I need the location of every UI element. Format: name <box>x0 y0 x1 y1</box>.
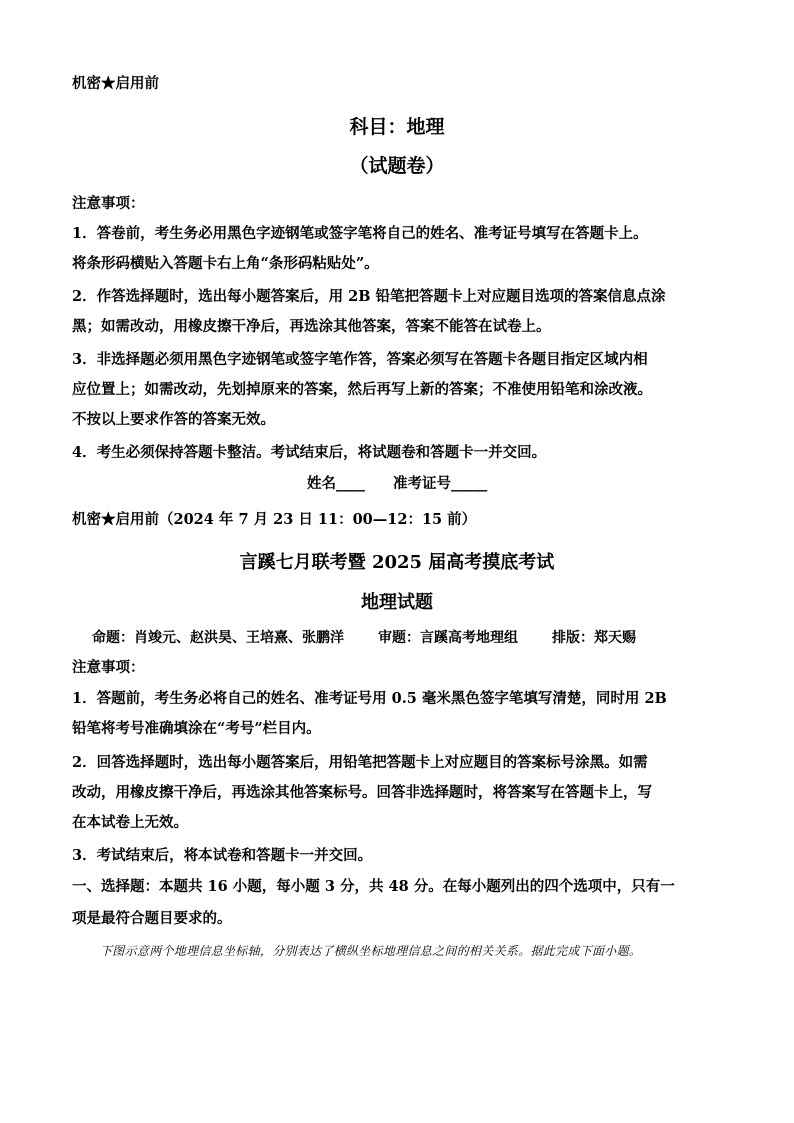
exam-title: 言蹊七月联考暨 2025 届高考摸底考试 <box>239 552 555 573</box>
notice1-line: 应位置上；如需改动，先划掉原来的答案，然后再写上新的答案；不准使用铅笔和涂改液。 <box>72 381 652 398</box>
notice1-line: 4．考生必须保持答题卡整洁。考试结束后，将试题卷和答题卡一并交回。 <box>72 444 547 461</box>
staff-line <box>92 628 636 648</box>
notice1-line: 黑；如需改动，用橡皮擦干净后，再选涂其他答案，答案不能答在试卷上。 <box>72 318 551 335</box>
exam-confidential-time: 机密★启用前（2024 年 7 月 23 日 11：00—12：15 前） <box>72 511 477 528</box>
notice1-heading: 注意事项： <box>72 195 145 212</box>
layout-by: 排版：郑天赐 <box>552 630 636 646</box>
notice2-line: 2．回答选择题时，选出每小题答案后，用铅笔把答题卡上对应题目的答案标号涂黑。如需 <box>72 754 648 771</box>
paper-type: （试题卷） <box>349 155 445 177</box>
name-field-label <box>307 474 487 494</box>
exam-id-label: 准考证号_____ <box>393 475 488 492</box>
notice1-line: 不按以上要求作答的答案无效。 <box>72 411 275 428</box>
notice2-heading: 注意事项： <box>72 659 145 676</box>
section1-line: 项是最符合题目要求的。 <box>72 910 232 927</box>
notice2-line: 改动，用橡皮擦干净后，再选涂其他答案标号。回答非选择题时，将答案写在答题卡上，写 <box>72 784 652 801</box>
confidential-label: 机密★启用前 <box>72 75 159 92</box>
name-label: 姓名____ <box>307 475 365 492</box>
question-intro: 下图示意两个地理信息坐标轴，分别表达了横纵坐标地理信息之间的相关关系。据此完成下面小题。 <box>100 944 642 958</box>
subject-title: 科目：地理 <box>349 116 445 138</box>
notice2-line: 在本试卷上无效。 <box>72 814 188 831</box>
notice2-line: 铅笔将考号准确填涂在“考号”栏目内。 <box>72 720 321 737</box>
notice2-line: 3．考试结束后，将本试卷和答题卡一并交回。 <box>72 847 373 864</box>
exam-subtitle: 地理试题 <box>361 592 433 613</box>
authors: 命题：肖竣元、赵洪昊、王培熹、张鹏洋 <box>92 630 344 646</box>
section1-line: 一、选择题：本题共 16 小题，每小题 3 分，共 48 分。在每小题列出的四个选项中，只有一 <box>72 878 675 895</box>
notice2-line: 1．答题前，考生务必将自己的姓名、准考证号用 0.5 毫米黑色签字笔填写清楚，同时用 2B <box>72 690 667 707</box>
notice1-line: 将条形码横贴入答题卡右上角“条形码粘贴处”。 <box>72 255 379 272</box>
notice1-line: 3．非选择题必须用黑色字迹钢笔或签字笔作答，答案必须写在答题卡各题目指定区域内相 <box>72 351 648 368</box>
notice1-line: 1．答卷前，考生务必用黑色字迹钢笔或签字笔将自己的姓名、准考证号填写在答题卡上。 <box>72 225 648 242</box>
reviewer: 审题：言蹊高考地理组 <box>378 630 518 646</box>
notice1-line: 2．作答选择题时，选出每小题答案后，用 2B 铅笔把答题卡上对应题目选项的答案信息点涂 <box>72 288 666 305</box>
